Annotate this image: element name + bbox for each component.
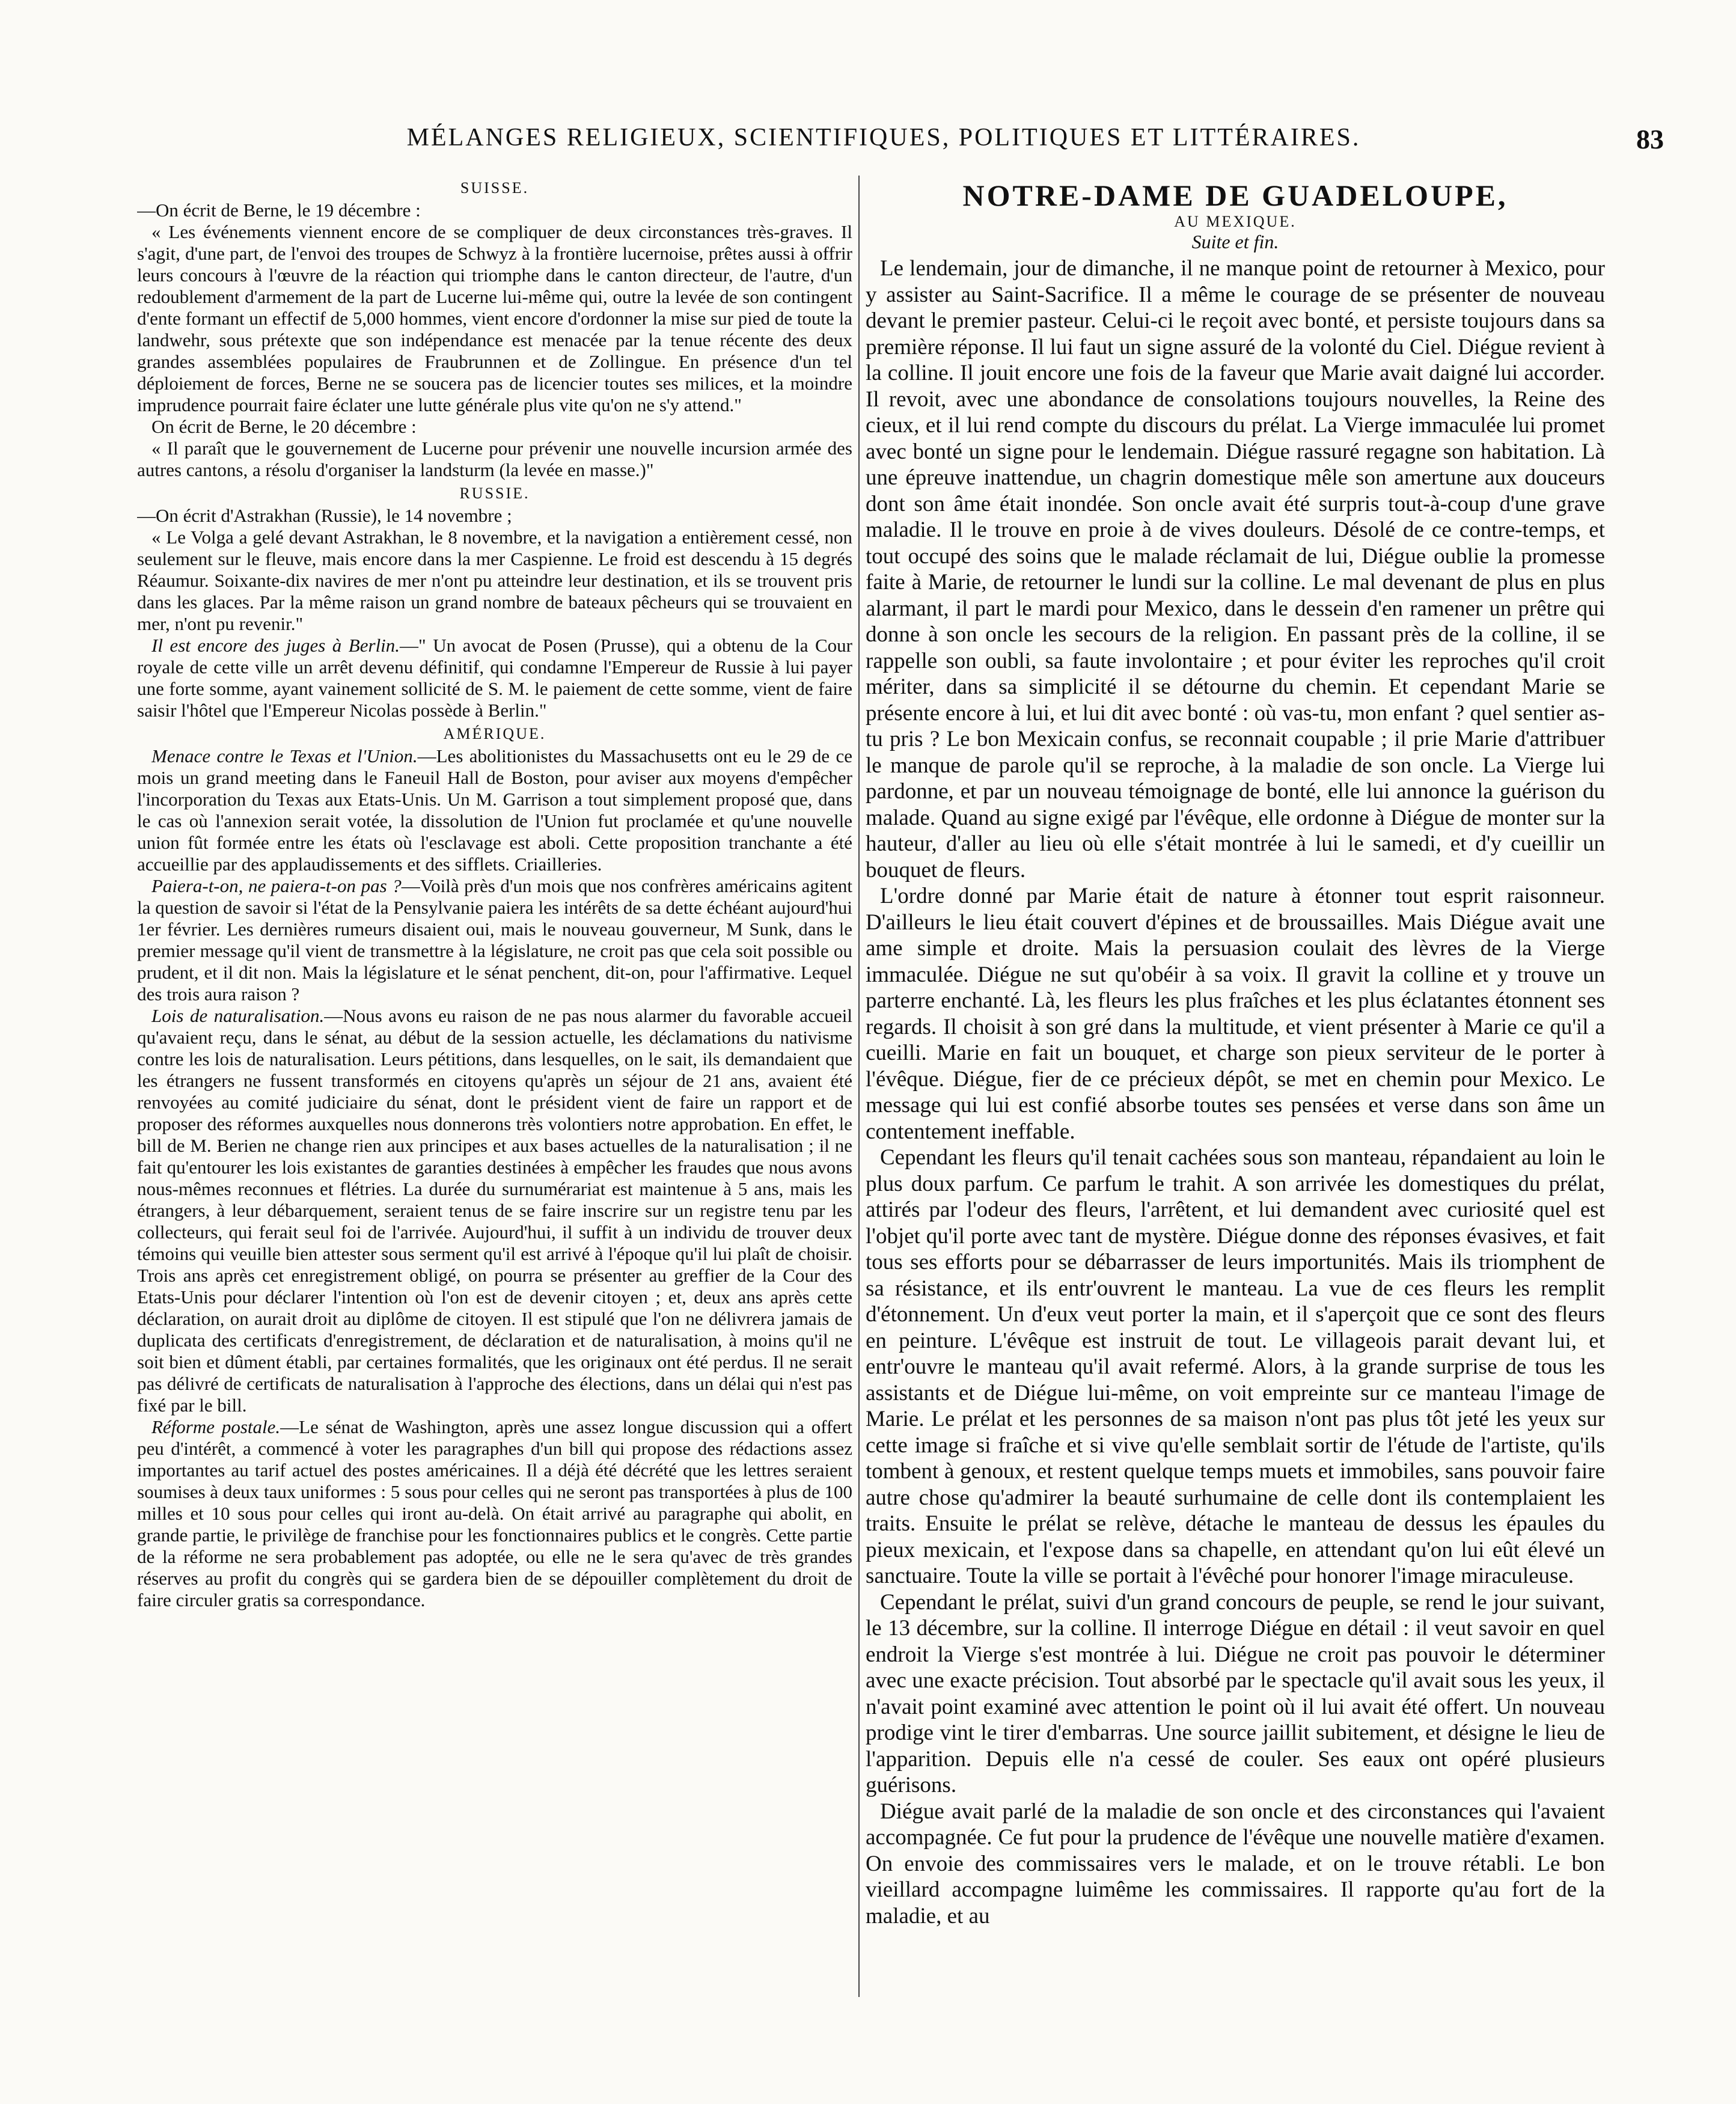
- running-head: MÉLANGES RELIGIEUX, SCIENTIFIQUES, POLITIQUES ET LITTÉRAIRES.: [406, 124, 1361, 151]
- paragraph-lead: Paiera-t-on, ne paiera-t-on pas ?: [151, 875, 402, 896]
- paragraph: —On écrit d'Astrakhan (Russie), le 14 novembre ;: [137, 505, 512, 526]
- page-number: 83: [1636, 124, 1664, 154]
- article-subtitle: AU MEXIQUE.: [1174, 213, 1297, 230]
- paragraph: —On écrit de Berne, le 19 décembre :: [137, 200, 421, 221]
- paragraph: [137, 875, 852, 1005]
- paragraph-lead: Il est encore des juges à Berlin.: [151, 635, 400, 656]
- paragraph-lead: Lois de naturalisation.: [151, 1005, 325, 1026]
- paragraph: Le lendemain, jour de dimanche, il ne manque point de retourner à Mexico, pour y assister au Saint-Sacrifice. Il a même le courage de se présenter de nouveau devant le premier pasteur. Celui-ci le reçoit avec bonté, et persiste toujours dans sa première réponse. Il lui faut un signe assuré de la volonté du Ciel. Diégue revient à la colline. Il jouit encore une fois de la faveur que Marie avait daigné lui accorder. Il revoit, avec une abondance de consolations toujours nouvelles, la Reine des cieux, et il lui rend compte du discours du prélat. La Vierge immaculée lui promet avec bonté un signe pour le lendemain. Diégue rassuré regagne son habitation. Là une épreuve inattendue, un chagrin domestique mêle son amertune aux douceurs dont son âme était inondée. Son oncle avait été surpris tout-à-coup d'une grave maladie. Il le trouve en proie à de vives douleurs. Désolé de ce contre-temps, et tout occupé des soins que le malade réclamait de lui, Diégue oublie la promesse faite à Marie, de retourner le lundi sur la colline. Le mal devenant de plus en plus alarmant, il part le mardi pour Mexico, dans le dessein d'en ramener un prêtre qui donne à son oncle les secours de la religion. En passant près de la colline, il se rappelle son oubli, sa faute involontaire ; et pour éviter les reproches qu'il croit mériter, dans sa simplicité il se détourne du chemin. Et cependant Marie se présente encore à lui, et lui dit avec bonté : où vas-tu, mon enfant ? quel sentier as-tu pris ? Le bon Mexicain confus, se reconnait coupable ; il prie Marie d'attribuer le manque de parole qu'il se reproche, à la maladie de son oncle. La Vierge lui pardonne, et par un nouveau témoignage de bonté, elle lui annonce la guérison du malade. Quand au signe exigé par l'évêque, elle ordonne à Diégue de monter sur la hauteur, d'aller au lieu où elle s'était montrée à lui le samedi, et d'y cueillir un bouquet de fleurs.: [866, 256, 1605, 882]
- paragraph: Cependant les fleurs qu'il tenait cachées sous son manteau, répandaient au loin le plus doux parfum. Ce parfum le trahit. A son arrivée les domestiques du prélat, attirés par l'odeur des fleurs, l'arrêtent, et lui demandent avec curiosité quel est l'objet qu'il porte avec tant de mystère. Diégue donne des réponses évasives, et fait tous ses efforts pour se débarrasser de leurs importunités. Mais ils triomphent de sa résistance, et ils entr'ouvrent le manteau. La vue de ces fleurs les remplit d'étonnement. Un d'eux veut porter la main, et il s'aperçoit que ce sont des fleurs en peinture. L'évêque est instruit de tout. Le villageois parait devant lui, et entr'ouvre le manteau qu'il avait refermé. Alors, à la grande surprise de tous les assistants et de Diégue lui-même, on voit empreinte sur ce manteau l'image de Marie. Le prélat et les personnes de sa maison n'ont pas plus tôt jeté les yeux sur cette image si fraîche et si vive qu'elle semblait sortir de l'étude de l'artiste, qu'ils tombent à genoux, et restent quelque temps muets et immobiles, sans pouvoir faire autre chose qu'admirer la beauté surhumaine de celle dont ils contemplaient les traits. Ensuite le prélat se relève, détache le manteau de dessus les épaules du pieux mexicain, et l'expose dans sa chapelle, en attendant qu'on lui eût élevé un sanctuaire. Toute la ville se portait à l'évêché pour honorer l'image miraculeuse.: [866, 1145, 1605, 1588]
- paragraph: Cependant le prélat, suivi d'un grand concours de peuple, se rend le jour suivant, le 13 décembre, sur la colline. Il interroge Diégue en détail : il veut savoir en quel endroit la Vierge s'est montrée à lui. Diégue ne croit pas pouvoir le déterminer avec une exacte précision. Tout absorbé par le spectacle qu'il avait sous les yeux, il n'avait point examiné avec attention le point où il lui avait été offert. Un nouveau prodige vint le tirer d'embarras. Une source jaillit subitement, et désigne le lieu de l'apparition. Depuis elle n'a cessé de couler. Ses eaux ont opéré plusieurs guérisons.: [866, 1589, 1605, 1797]
- paragraph-body: —Nous avons eu raison de ne pas nous alarmer du favorable accueil qu'avaient reçu, dans le sénat, au début de la session actuelle, les déclamations du nativisme contre les lois de naturalisation. Leurs pétitions, dans lesquelles, on le sait, ils demandaient que les étrangers ne fussent transformés en citoyens qu'après un séjour de 21 ans, avaient été renvoyées au comité judiciaire du sénat, dont le président vient de faire un rapport et de proposer des réformes auxquelles nous donnerons très volontiers notre approbation. En effet, le bill de M. Berien ne change rien aux principes et aux bases actuelles de la naturalisation ; il ne fait qu'entourer les lois existantes de garanties destinées à empêcher les fraudes que nous avons nous-mêmes reconnues et flétries. La durée du surnumérariat est maintenue à 5 ans, mais les étrangers, à leur débarquement, seraient tenus de se faire inscrire sur un registre tenu par les collecteurs, qui ferait seul foi de l'arrivée. Aujourd'hui, il suffit à un individu de trouver deux témoins qui veuille bien attester sous serment qu'il est arrivé à l'époque qu'il lui plaît de choisir. Trois ans après cet enregistrement obligé, on pourra se présenter au greffier de la Cour des Etats-Unis pour déclarer l'intention où l'on est de devenir citoyen ; et, deux ans après cette déclaration, on aurait droit au diplôme de citoyen. Il est stipulé que l'on ne délivrera jamais de duplicata des certificats d'enregistrement, de déclaration et de naturalisation, à moins qu'il ne soit bien et dûment établi, par certaines formalités, que les originaux ont été perdus. Il ne serait pas délivré de certificats de naturalisation à l'approche des élections, dans un délai qui n'est pas fixé par le bill.: [137, 1005, 852, 1416]
- article-title: NOTRE-DAME DE GUADELOUPE,: [962, 179, 1508, 212]
- paragraph: « Il paraît que le gouvernement de Lucerne pour prévenir une nouvelle incursion armée des autres cantons, a résolu d'organiser la landsturm (la levée en masse.)": [137, 438, 852, 480]
- section-heading-russie: RUSSIE.: [459, 485, 530, 502]
- paragraph: « Le Volga a gelé devant Astrakhan, le 8 novembre, et la navigation a entièrement cessé, non seulement sur le fleuve, mais encore dans la mer Caspienne. Le froid est descendu à 15 degrés Réaumur. Soixante-dix navires de mer n'ont pu atteindre leur destination, et ils se trouvent pris dans les glaces. Par la même raison un grand nombre de bateaux pêcheurs qui se trouvaient en mer, n'ont pu revenir.": [137, 527, 852, 634]
- right-column: [866, 176, 1605, 1996]
- paragraph: [137, 1005, 852, 1416]
- paragraph: [137, 745, 852, 875]
- paragraph: [137, 1416, 852, 1611]
- section-heading-amerique: AMÉRIQUE.: [443, 725, 546, 742]
- article-note: Suite et fin.: [1191, 231, 1279, 252]
- paragraph: L'ordre donné par Marie était de nature à étonner tout esprit raisonneur. D'ailleurs le lieu était couvert d'épines et de broussailles. Mais Diégue avait une ame simple et droite. Mais la persuasion coulait des lèvres de la Vierge immaculée. Diégue ne sut qu'obéir à sa voix. Il gravit la colline et y trouve un parterre enchanté. Là, les fleurs les plus fraîches et les plus éclatantes étonnent ses regards. Il choisit à son gré dans la multitude, et vient présenter à Marie ce qu'il a cueilli. Marie en fait un bouquet, et charge son pieux serviteur de le porter à l'évêque. Diégue, fier de ce précieux dépôt, se met en chemin pour Mexico. Le message qui lui est confié absorbe toutes ses pensées et verse dans son âme un contentement ineffable.: [866, 884, 1605, 1144]
- paragraph: Diégue avait parlé de la maladie de son oncle et des circonstances qui l'avaient accompagnée. Ce fut pour la prudence de l'évêque une nouvelle matière d'examen. On envoie des commissaires vers le malade, et on le trouve rétabli. Le bon vieillard accompagne luimême les commissaires. Il rapporte qu'au fort de la maladie, et au: [866, 1799, 1605, 1928]
- section-heading-suisse: SUISSE.: [460, 179, 530, 197]
- paragraph: On écrit de Berne, le 20 décembre :: [151, 416, 417, 437]
- left-column: [137, 176, 852, 1996]
- paragraph-body: —Voilà près d'un mois que nos confrères américains agitent la question de savoir si l'état de la Pensylvanie paiera les intérêts de sa dette échéant aujourd'hui 1er février. Les dernières rumeurs disaient oui, mais le nouveau gouverneur, M Sunk, dans le premier message qu'il vient de transmettre à la législature, ne croit pas que cela soit possible ou prudent, et il dit non. Mais la législature et le sénat penchent, dit-on, pour l'affirmative. Lequel des trois aura raison ?: [137, 875, 852, 1005]
- column-rule: [858, 176, 860, 1997]
- paragraph-lead: Menace contre le Texas et l'Union.: [151, 745, 418, 766]
- paragraph-lead: Réforme postale.: [151, 1416, 281, 1437]
- paragraph: « Les événements viennent encore de se compliquer de deux circonstances très-graves. Il s'agit, d'une part, de l'envoi des troupes de Schwyz à la frontière lucernoise, prêtes aussi à offrir leurs concours à l'œuvre de la réaction qui triomphe dans le canton directeur, de l'autre, d'un redoublement d'armement de la part de Lucerne lui-même qui, outre la levée de son contingent d'ente formant un effectif de 5,000 hommes, vient encore d'ordonner la mise sur pied de toute la landwehr, sous prétexte que son indépendance est menacée par la tenue récente des deux grandes assemblées populaires de Fraubrunnen et de Zollingue. En présence d'un tel déploiement de forces, Berne ne se soucera pas de licencier toutes ses milices, et la moindre imprudence pourrait faire éclater une lutte générale plus vite qu'on ne s'y attend.": [137, 221, 852, 415]
- paragraph-body: —Les abolitionistes du Massachusetts ont eu le 29 de ce mois un grand meeting dans le Faneuil Hall de Boston, pour aviser aux moyens d'empêcher l'incorporation du Texas aux Etats-Unis. Un M. Garrison a tout simplement proposé que, dans le cas où l'annexion serait votée, la dissolution de l'Union fut proclamée et qu'une nouvelle union fût formée entre les états où l'esclavage est aboli. Cette proposition tranchante a été accueillie par des applaudissements et des sifflets. Criailleries.: [137, 745, 852, 875]
- paragraph-body: —" Un avocat de Posen (Prusse), qui a obtenu de la Cour royale de cette ville un arrêt devenu définitif, qui condamne l'Empereur de Russie à lui payer une forte somme, ayant vainement sollicité de S. M. le paiement de cette somme, vient de faire saisir l'hôtel que l'Empereur Nicolas possède à Berlin.": [137, 635, 852, 721]
- paragraph-body: —Le sénat de Washington, après une assez longue discussion qui a offert peu d'intérêt, a commencé à voter les paragraphes d'un bill qui propose des rédactions assez importantes au tarif actuel des postes américaines. Il a déjà été décrété que les lettres seraient soumises à deux taux uniformes : 5 sous pour celles qui ne seront pas transportées à plus de 100 milles et 10 sous pour celles qui iront au-delà. On était arrivé au paragraphe qui abolit, en grande partie, le privilège de franchise pour les fonctionnaires publics et le congrès. Cette partie de la réforme ne sera probablement pas adoptée, ou elle ne le sera qu'avec de très grandes réserves au profit du congrès qui se gardera bien de se dépouiller complètement du droit de faire circuler gratis sa correspondance.: [137, 1416, 852, 1610]
- paragraph: [137, 635, 852, 721]
